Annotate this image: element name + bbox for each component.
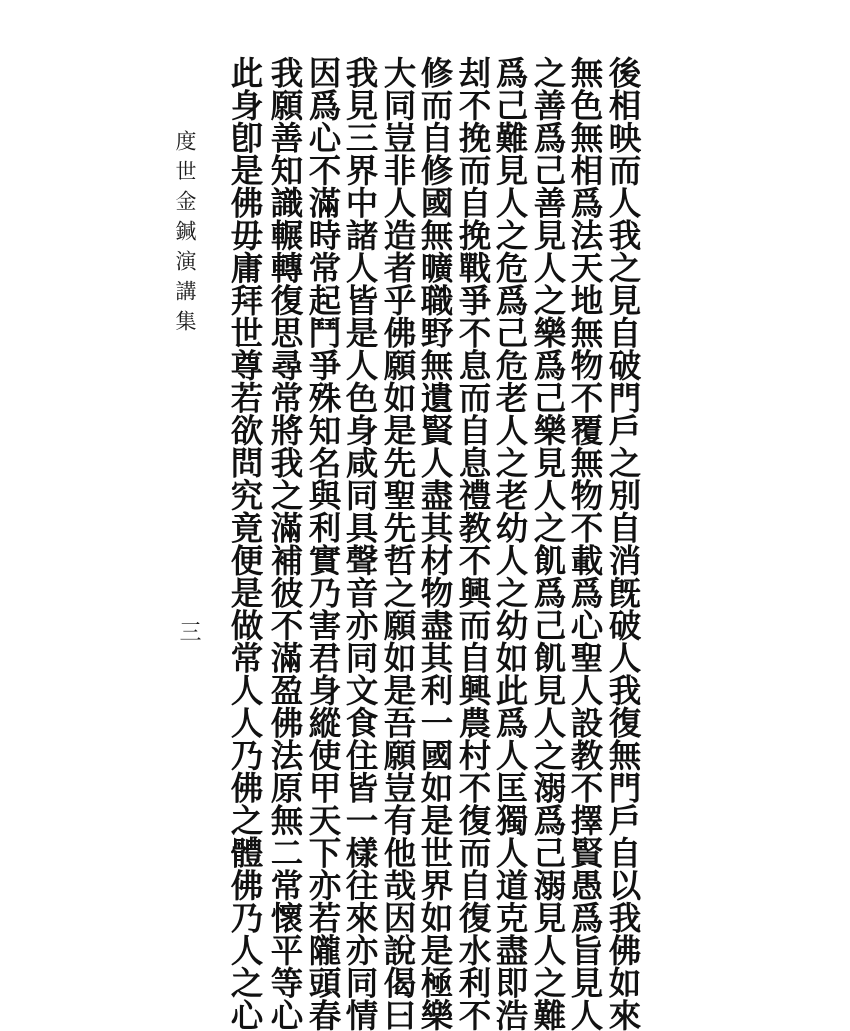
text-column-1: 後相映而人我之見自破門戶之別自消旣破人我復無門戶自以我佛如來: [604, 56, 643, 1031]
text-column-8: 我見三界中諸人皆是人色身咸同具聲音亦同文食住皆一樣往來亦同情: [341, 56, 380, 1031]
text-column-9: 因爲心不滿時常起鬥爭殊知名與利實乃害君身縱使甲天下亦若隴頭春: [304, 56, 343, 1031]
text-column-3: 之善爲己善見人之樂爲己樂見人之飢爲己飢見人之溺爲己溺見人之難: [529, 56, 568, 1031]
text-column-2: 無色無相爲法天地無物不覆無物不載爲心聖人設教不擇賢愚爲旨見人: [566, 56, 605, 1031]
book-title: 度世金鍼演講集: [173, 130, 197, 340]
text-column-4: 爲己難見人之危爲己危老人之老幼人之幼如此爲人匡獨人道克盡即浩: [491, 56, 530, 1031]
text-column-11: 此身卽是佛毋庸拜世尊若欲問究竟便是做常人人乃佛之體佛乃人之心: [226, 56, 265, 1031]
text-column-7: 大同豈非人造者乎佛願如是先聖先哲之願如是吾願豈有他哉因說偈曰: [379, 56, 418, 1031]
text-column-6: 修而自修國無曠職野無遺賢人盡其材物盡其利一國如是世界如是極樂: [416, 56, 455, 1031]
text-column-10: 我願善知識輾轉復思尋常將我之滿補彼不滿盈佛法原無二常懷平等心: [266, 56, 305, 1031]
text-column-5: 刦不挽而自挽戰爭不息而自息禮教不興而自興農村不復而自復水利不: [454, 56, 493, 1031]
page-number: 三: [176, 620, 201, 642]
